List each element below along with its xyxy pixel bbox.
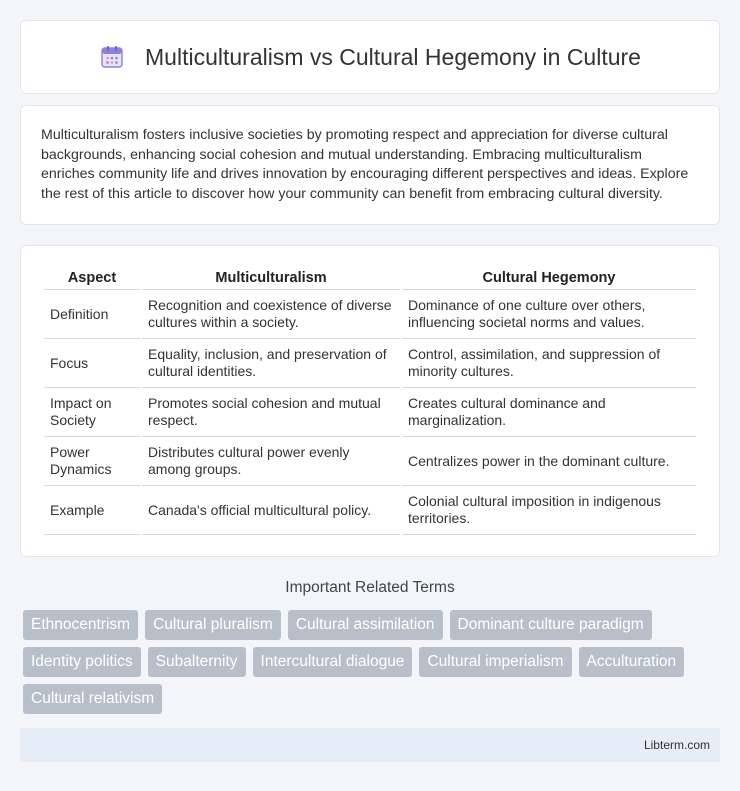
cell-aspect: Power Dynamics — [44, 437, 140, 486]
table-row — [44, 437, 696, 486]
cell-aspect: Example — [44, 486, 140, 535]
cell-aspect: Impact on Society — [44, 388, 140, 437]
cell-multiculturalism: Distributes cultural power evenly among groups. — [142, 437, 400, 486]
footer-site-link[interactable]: Libterm.com — [643, 738, 710, 752]
table-row — [44, 388, 696, 437]
related-term-tag[interactable]: Cultural assimilation — [288, 610, 443, 640]
related-term-tag[interactable]: Cultural relativism — [23, 684, 162, 714]
cell-multiculturalism: Promotes social cohesion and mutual respect. — [142, 388, 400, 437]
cell-aspect: Focus — [44, 339, 140, 388]
table-row — [44, 486, 696, 535]
related-term-tag[interactable]: Intercultural dialogue — [253, 647, 413, 677]
related-term-tag[interactable]: Dominant culture paradigm — [450, 610, 652, 640]
intro-paragraph: Multiculturalism fosters inclusive societies by promoting respect and appreciation for diverse cultural backgrounds, enhancing social cohesion and mutual understanding. Embracing multiculturalism enriches community life and drives innovation by encouraging different perspectives and ideas. Explore the rest of this article to discover how your community can benefit from embracing cultural diversity. — [41, 127, 689, 202]
table-row — [44, 339, 696, 388]
calendar-icon — [99, 44, 125, 70]
comparison-table — [42, 268, 698, 535]
cell-multiculturalism: Canada's official multicultural policy. — [142, 486, 400, 535]
related-term-tag[interactable]: Identity politics — [23, 647, 141, 677]
related-term-tag[interactable]: Ethnocentrism — [23, 610, 138, 640]
intro-card — [20, 105, 720, 225]
title-card — [20, 20, 720, 94]
table-header-row — [44, 268, 696, 290]
related-term-tag[interactable]: Acculturation — [579, 647, 685, 677]
related-term-tag[interactable]: Subalternity — [148, 647, 246, 677]
related-terms-list — [20, 610, 720, 714]
comparison-table-card — [20, 245, 720, 557]
footer — [20, 728, 720, 762]
column-header-multiculturalism: Multiculturalism — [142, 268, 400, 290]
page-title: Multiculturalism vs Cultural Hegemony in Culture — [145, 43, 641, 70]
cell-cultural-hegemony: Colonial cultural imposition in indigenous territories. — [402, 486, 696, 535]
cell-multiculturalism: Recognition and coexistence of diverse cultures within a society. — [142, 290, 400, 339]
cell-aspect: Definition — [44, 290, 140, 339]
cell-cultural-hegemony: Control, assimilation, and suppression of minority cultures. — [402, 339, 696, 388]
column-header-aspect: Aspect — [44, 268, 140, 290]
related-term-tag[interactable]: Cultural pluralism — [145, 610, 281, 640]
table-row — [44, 290, 696, 339]
cell-cultural-hegemony: Creates cultural dominance and marginalization. — [402, 388, 696, 437]
related-term-tag[interactable]: Cultural imperialism — [419, 647, 571, 677]
column-header-cultural-hegemony: Cultural Hegemony — [402, 268, 696, 290]
cell-cultural-hegemony: Dominance of one culture over others, influencing societal norms and values. — [402, 290, 696, 339]
cell-multiculturalism: Equality, inclusion, and preservation of cultural identities. — [142, 339, 400, 388]
cell-cultural-hegemony: Centralizes power in the dominant culture. — [402, 437, 696, 486]
related-terms-heading: Important Related Terms — [285, 579, 455, 596]
